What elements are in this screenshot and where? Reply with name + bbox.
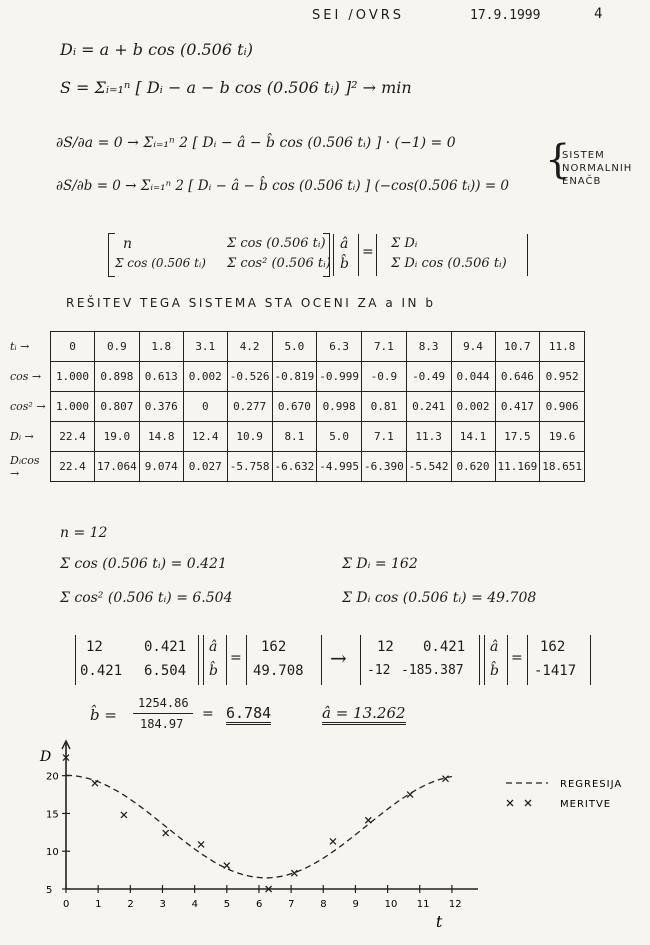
data-point [365, 817, 371, 823]
table-cell: 9.074 [139, 452, 183, 482]
table-row [8, 332, 585, 362]
table-cell: 0.002 [451, 392, 495, 422]
system2-unknowns [484, 635, 508, 685]
partial-b-equation: ∂S/∂b = 0 → Σᵢ₌₁ⁿ 2 [ Dᵢ − â − b̂ cos (0.506 tᵢ) ] (−cos(0.506 tᵢ)) = 0 [56, 178, 510, 194]
table-cell: 0.998 [317, 392, 362, 422]
table-cell: 0.898 [95, 362, 140, 392]
rhs-vector [376, 234, 528, 276]
table-cell: -0.819 [272, 362, 317, 392]
table-cell: 7.1 [362, 422, 407, 452]
equals-sign: = [230, 650, 242, 666]
system1-matrix [75, 635, 199, 685]
table-cell: 17.5 [495, 422, 540, 452]
unknown-b: b̂ [209, 663, 218, 679]
legend-label: MERITVE [560, 799, 612, 810]
matrix-cell: 12 [377, 639, 394, 655]
table-cell: 4.2 [227, 332, 272, 362]
x-tick-label: 2 [127, 899, 134, 910]
table-cell: 14.1 [451, 422, 495, 452]
matrix-cell: Σ cos (0.506 tᵢ) [227, 236, 326, 251]
matrix-cell: n [123, 236, 133, 252]
equals-sign: = [202, 706, 214, 722]
table-cell: 10.7 [495, 332, 540, 362]
course-header: SEI /OVRS [312, 8, 404, 23]
table-cell: 0.417 [495, 392, 540, 422]
rhs-cell: -1417 [534, 663, 577, 679]
unknown-a: â [490, 639, 499, 655]
table-cell: -0.526 [227, 362, 272, 392]
rhs-cell: Σ Dᵢ [391, 236, 418, 251]
table-cell: 17.064 [95, 452, 140, 482]
data-table [8, 331, 585, 482]
table-cell: 0.620 [451, 452, 495, 482]
table-cell: 8.3 [406, 332, 451, 362]
table-row [8, 452, 585, 482]
unknown-a: â [209, 639, 218, 655]
data-point [291, 870, 297, 876]
legend-label: REGRESIJA [560, 779, 623, 790]
table-cell: 3.1 [183, 332, 227, 362]
y-axis-label: D [40, 749, 52, 765]
matrix-cell: 12 [86, 639, 103, 655]
equals-sign: = [511, 650, 523, 666]
y-tick-label: 20 [46, 771, 59, 783]
unknown-b: b̂ [340, 256, 349, 272]
x-tick-label: 11 [416, 899, 430, 910]
matrix-cell: 6.504 [144, 663, 187, 679]
table-cell: -0.999 [317, 362, 362, 392]
y-tick-label: 5 [46, 885, 53, 896]
regression-line [66, 775, 452, 878]
table-cell: 0 [51, 332, 95, 362]
table-cell: 0.646 [495, 362, 540, 392]
b-hat-value: 6.784 [226, 704, 271, 725]
unknown-a: â [340, 236, 349, 252]
table-cell: 0.241 [406, 392, 451, 422]
table-cell: -0.49 [406, 362, 451, 392]
table-cell: 14.8 [139, 422, 183, 452]
table-cell: 0 [183, 392, 227, 422]
table-cell: 0.9 [95, 332, 140, 362]
table-cell: 0.81 [362, 392, 407, 422]
table-row [8, 362, 585, 392]
n-value: n = 12 [60, 525, 108, 541]
table-cell: 0.044 [451, 362, 495, 392]
table-cell: 22.4 [51, 422, 95, 452]
regression-chart [0, 735, 650, 945]
system2-rhs [527, 635, 591, 685]
table-cell: 6.3 [317, 332, 362, 362]
fraction-bar [133, 713, 193, 714]
normal-matrix [108, 234, 330, 276]
y-tick-label: 15 [46, 809, 59, 821]
system-note-3: ENAČB [562, 176, 602, 187]
table-cell: 18.651 [540, 452, 585, 482]
table-cell: 11.8 [540, 332, 585, 362]
unknown-vector [333, 234, 359, 276]
x-tick-label: 8 [320, 899, 327, 910]
table-cell: 11.3 [406, 422, 451, 452]
system1-rhs [246, 635, 322, 685]
row-label: Dᵢcos → [10, 453, 40, 480]
sum-cos: Σ cos (0.506 tᵢ) = 0.421 [60, 556, 227, 572]
table-cell: -5.758 [227, 452, 272, 482]
least-squares-equation: S = Σᵢ₌₁ⁿ [ Dᵢ − a − b cos (0.506 tᵢ) ]² → min [60, 78, 412, 97]
x-tick-label: 5 [223, 899, 231, 910]
matrix-cell: Σ cos (0.506 tᵢ) [115, 256, 206, 270]
page-number: 4 [594, 6, 603, 22]
date-header: 17.9.1999 [470, 8, 541, 23]
x-tick-label: 3 [159, 899, 166, 910]
table-cell: 0.277 [227, 392, 272, 422]
table-cell: 19.6 [540, 422, 585, 452]
matrix-cell: 0.421 [144, 639, 187, 655]
table-cell: 10.9 [227, 422, 272, 452]
x-tick-label: 9 [352, 899, 359, 910]
x-tick-label: 1 [95, 899, 102, 910]
row-label: cos² → [10, 400, 46, 413]
rhs-cell: 162 [261, 639, 287, 655]
table-cell: -6.390 [362, 452, 407, 482]
table-row [8, 422, 585, 452]
data-point [163, 830, 169, 836]
x-tick-label: 7 [288, 899, 295, 910]
table-cell: 9.4 [451, 332, 495, 362]
table-cell: 0.906 [540, 392, 585, 422]
legend-cross-swatch [507, 800, 513, 806]
y-tick-label: 10 [46, 847, 59, 859]
table-cell: -5.542 [406, 452, 451, 482]
rhs-cell: Σ Dᵢ cos (0.506 tᵢ) [391, 256, 507, 271]
arrow-icon: → [330, 646, 347, 670]
matrix-cell: Σ cos² (0.506 tᵢ) [227, 256, 331, 271]
table-cell: 0.807 [95, 392, 140, 422]
a-hat-value: â = 13.262 [322, 704, 406, 725]
table-cell: 0.952 [540, 362, 585, 392]
system-note-2: NORMALNIH [562, 163, 633, 174]
b-hat-label: b̂ = [90, 706, 117, 724]
sum-cos2: Σ cos² (0.506 tᵢ) = 6.504 [60, 590, 233, 606]
row-label: Dᵢ → [10, 430, 34, 443]
bracket-left [108, 233, 115, 277]
table-cell: 7.1 [362, 332, 407, 362]
model-equation: Dᵢ = a + b cos (0.506 tᵢ) [60, 40, 253, 59]
data-point [330, 838, 336, 844]
table-cell: 12.4 [183, 422, 227, 452]
x-tick-label: 10 [384, 899, 398, 910]
data-point [121, 812, 127, 818]
table-cell: -6.632 [272, 452, 317, 482]
b-denominator: 184.97 [140, 717, 184, 731]
sum-Dcos: Σ Dᵢ cos (0.506 tᵢ) = 49.708 [342, 590, 537, 606]
partial-a-equation: ∂S/∂a = 0 → Σᵢ₌₁ⁿ 2 [ Dᵢ − â − b̂ cos (0.506 tᵢ) ] · (−1) = 0 [56, 135, 456, 151]
data-point [92, 780, 98, 786]
sum-D: Σ Dᵢ = 162 [342, 556, 418, 572]
table-cell: -0.9 [362, 362, 407, 392]
system-note-1: SISTEM [562, 150, 605, 161]
rhs-cell: 162 [540, 639, 566, 655]
table-cell: 5.0 [272, 332, 317, 362]
table-cell: 5.0 [317, 422, 362, 452]
table-cell: 8.1 [272, 422, 317, 452]
solution-heading: REŠITEV TEGA SISTEMA STA OCENI ZA a IN b [66, 296, 436, 310]
matrix-cell: -185.387 [401, 663, 464, 678]
unknown-b: b̂ [490, 663, 499, 679]
x-tick-label: 4 [191, 899, 199, 910]
row-label: cos → [10, 370, 42, 383]
equals-sign: = [362, 244, 374, 260]
x-tick-label: 0 [63, 899, 70, 910]
table-row [8, 392, 585, 422]
data-point [407, 792, 413, 798]
table-cell: 0.027 [183, 452, 227, 482]
table-cell: 22.4 [51, 452, 95, 482]
matrix-cell: -12 [367, 663, 391, 678]
table-cell: 11.169 [495, 452, 540, 482]
table-cell: 1.000 [51, 392, 95, 422]
table-cell: 1.8 [139, 332, 183, 362]
rhs-cell: 49.708 [253, 663, 304, 679]
legend-cross-swatch [525, 800, 531, 806]
data-point [198, 841, 204, 847]
b-numerator: 1254.86 [138, 696, 189, 710]
curly-brace: { [545, 137, 571, 183]
table-cell: 0.002 [183, 362, 227, 392]
table-cell: 1.000 [51, 362, 95, 392]
matrix-cell: 0.421 [423, 639, 466, 655]
data-point [224, 863, 230, 869]
system2-matrix [360, 635, 480, 685]
table-cell: 0.670 [272, 392, 317, 422]
x-axis-label: t [435, 912, 443, 931]
table-cell: 0.376 [139, 392, 183, 422]
x-tick-label: 6 [255, 899, 263, 910]
row-label: tᵢ → [10, 340, 30, 353]
table-cell: -4.995 [317, 452, 362, 482]
matrix-cell: 0.421 [80, 663, 123, 679]
table-cell: 19.0 [95, 422, 140, 452]
system1-unknowns [203, 635, 227, 685]
table-cell: 0.613 [139, 362, 183, 392]
x-tick-label: 12 [448, 899, 462, 910]
